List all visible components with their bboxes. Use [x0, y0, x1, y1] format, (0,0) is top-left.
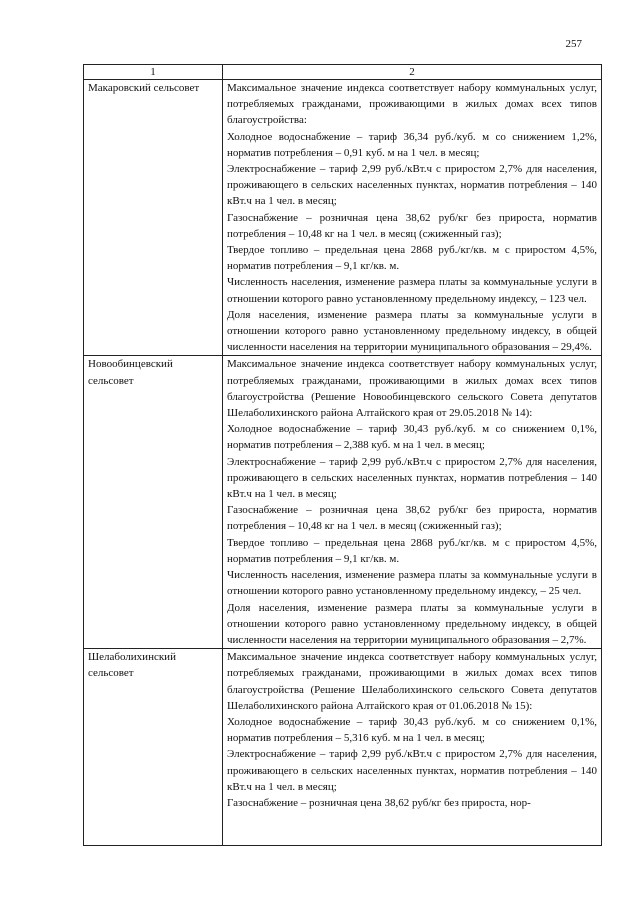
paragraph: Холодное водоснабжение – тариф 36,34 руб./куб. м со снижением 1,2%, норматив потребления – 0,91 куб. м на 1 чел. в месяц;: [227, 130, 597, 159]
paragraph: Холодное водоснабжение – тариф 30,43 руб./куб. м со снижением 0,1%, норматив потребления – 5,316 куб. м на 1 чел. в месяц;: [227, 715, 597, 745]
paragraph: Электроснабжение – тариф 2,99 руб./кВт.ч с приростом 2,7% для населения, проживающего в сельских населенных пунктах, норматив потребления – 140 кВт.ч на 1 чел. в месяц;: [227, 455, 597, 501]
index-description: [223, 80, 602, 356]
paragraph: Максимальное значение индекса соответствует набору коммунальных услуг, потребляемых гражданами, проживающими в жилых домах всех типов благоустройства (Решение Новообинцевского сельского Совета депутатов Шелаболихинского района Алтайского края от 29.05.2018 № 14):: [227, 358, 597, 420]
tariff-table: [83, 64, 602, 846]
table-row: [84, 356, 602, 649]
table-header-row: [84, 65, 602, 80]
paragraph: Твердое топливо – предельная цена 2868 руб./кг/кв. м с приростом 4,5%, норматив потребления – 9,1 кг/кв. м.: [227, 536, 597, 565]
paragraph: Максимальное значение индекса соответствует набору коммунальных услуг, потребляемых гражданами, проживающими в жилых домах всех типов благоустройства:: [227, 82, 597, 127]
paragraph: Численность населения, изменение размера платы за коммунальные услуги в отношении которого равно установленному предельному индексу, – 25 чел.: [227, 569, 597, 598]
municipality-name: Шелаболихинский сельсовет: [84, 649, 223, 846]
paragraph: Газоснабжение – розничная цена 38,62 руб/кг без прироста, норматив потребления – 10,48 кг на 1 чел. в месяц (сжиженный газ);: [227, 504, 597, 533]
column-header-1: 1: [84, 65, 223, 80]
paragraph: Твердое топливо – предельная цена 2868 руб./кг/кв. м с приростом 4,5%, норматив потребления – 9,1 кг/кв. м.: [227, 244, 597, 273]
page-number: 257: [565, 38, 582, 50]
paragraph: Газоснабжение – розничная цена 38,62 руб/кг без прироста, норматив потребления – 10,48 кг на 1 чел. в месяц (сжиженный газ);: [227, 211, 597, 240]
municipality-name: Макаровский сельсовет: [84, 80, 223, 356]
paragraph: Численность населения, изменение размера платы за коммунальные услуги в отношении которого равно установленному предельному индексу, – 123 чел.: [227, 276, 597, 305]
paragraph: Газоснабжение – розничная цена 38,62 руб/кг без прироста, нор-: [227, 796, 531, 809]
index-description: [223, 356, 602, 649]
paragraph: Доля населения, изменение размера платы за коммунальные услуги в отношении которого равно установленному предельному индексу, в общей численности населения на территории муниципального образования – 29,4%.: [227, 308, 597, 354]
table-row: [84, 649, 602, 846]
paragraph: Максимальное значение индекса соответствует набору коммунальных услуг, потребляемых гражданами, проживающими в жилых домах всех типов благоустройства (Решение Шелаболихинского сельского Совета депутатов Шелаболихинского района Алтайского края от 01.06.2018 № 15):: [227, 651, 597, 712]
paragraph: Холодное водоснабжение – тариф 30,43 руб./куб. м со снижением 0,1%, норматив потребления – 2,388 куб. м на 1 чел. в месяц;: [227, 423, 597, 452]
municipality-name: Новообинцевский сельсовет: [84, 356, 223, 649]
paragraph: Доля населения, изменение размера платы за коммунальные услуги в отношении которого равно установленному предельному индексу, в общей численности населения на территории муниципального образования – 2,7%.: [227, 601, 597, 646]
index-description: [223, 649, 602, 846]
continued-text: [227, 649, 597, 845]
table-row: [84, 80, 602, 356]
paragraph: Электроснабжение – тариф 2,99 руб./кВт.ч с приростом 2,7% для населения, проживающего в сельских населенных пунктах, норматив потребления – 140 кВт.ч на 1 чел. в месяц;: [227, 748, 597, 793]
column-header-2: 2: [223, 65, 602, 80]
paragraph: Электроснабжение – тариф 2,99 руб./кВт.ч с приростом 2,7% для населения, проживающего в сельских населенных пунктах, норматив потребления – 140 кВт.ч на 1 чел. в месяц;: [227, 163, 597, 208]
